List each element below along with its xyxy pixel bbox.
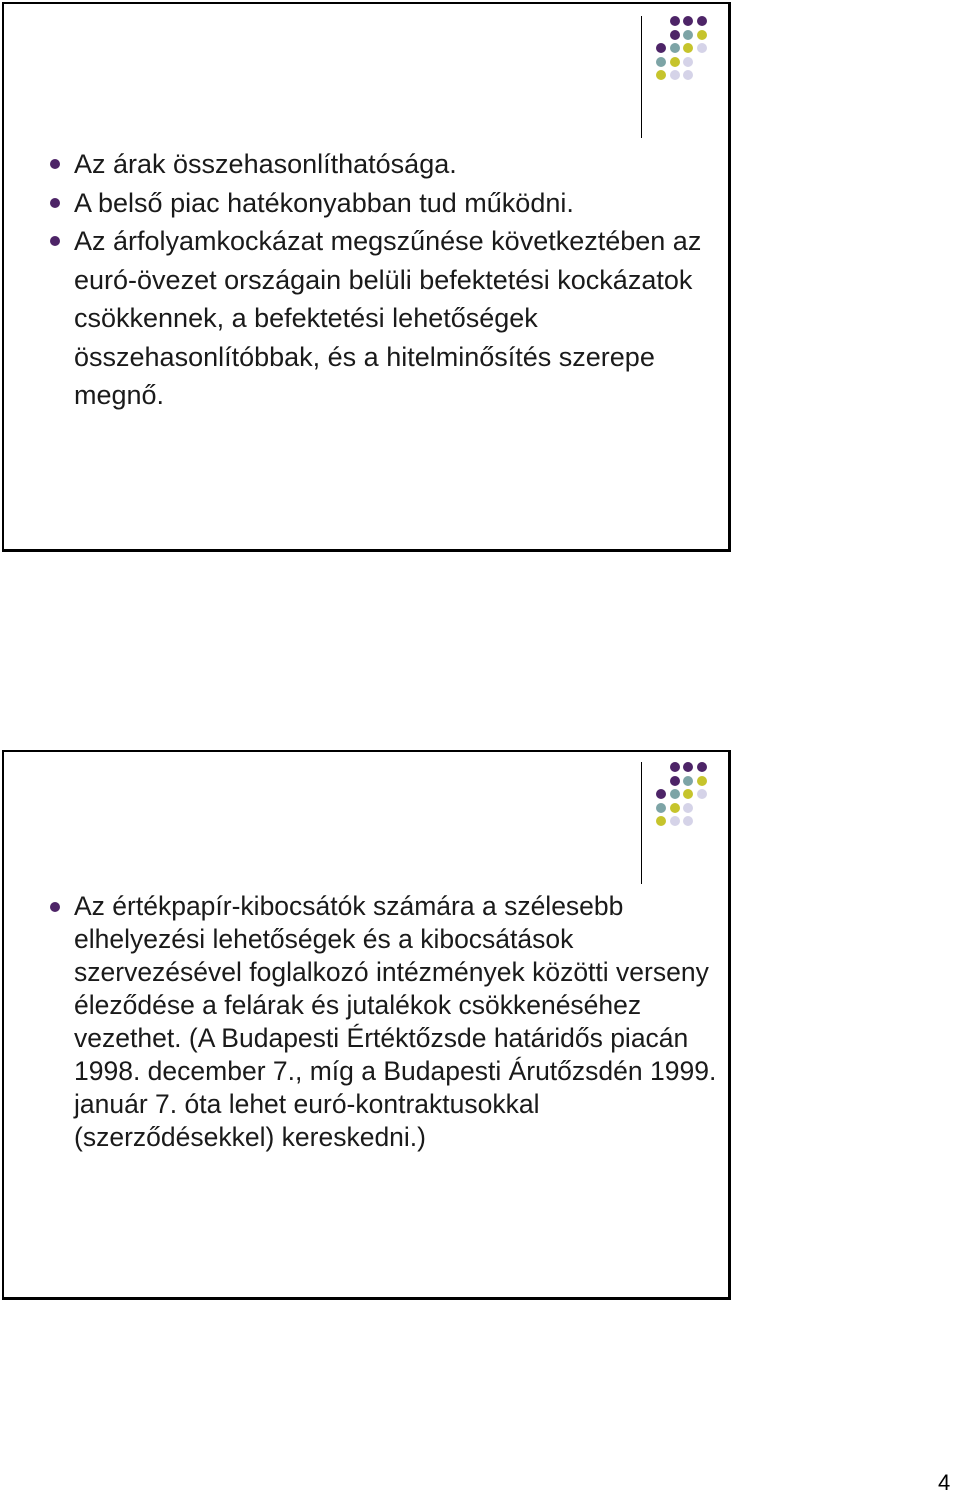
slide-2 — [2, 750, 731, 1300]
bullet-text: A belső piac hatékonyabban tud működni. — [74, 187, 574, 218]
bullet-item — [74, 184, 724, 223]
dot-lilac-icon — [670, 816, 680, 826]
dot-teal-icon — [656, 803, 666, 813]
bullet-text: Az értékpapír-kibocsátók számára a szélesebb elhelyezési lehetőségek és a kibocsátások szervezésével foglalkozó intézmények közötti verseny éleződése a felárak és jutalékok csökkenéséhez vezethet. (A Budapesti Értéktőzsde határidős piacán 1998. december 7., míg a Budapesti Árutőzsdén 1999. január 7. óta lehet euró-kontraktusokkal (szerződésekkel) kereskedni.) — [74, 891, 717, 1152]
dot-purple-icon — [656, 43, 666, 53]
dot-teal-icon — [670, 43, 680, 53]
dot-lilac-icon — [683, 57, 693, 67]
dot-lilac-icon — [683, 803, 693, 813]
dot-yellow-icon — [697, 30, 707, 40]
bullet-item — [74, 222, 724, 415]
bullet-dot-icon — [50, 198, 60, 208]
dot-purple-icon — [683, 16, 693, 26]
dot-yellow-icon — [656, 816, 666, 826]
decorative-divider — [641, 762, 642, 884]
dot-purple-icon — [697, 762, 707, 772]
dot-lilac-icon — [683, 816, 693, 826]
dot-purple-icon — [683, 762, 693, 772]
dot-yellow-icon — [670, 803, 680, 813]
dot-lilac-icon — [683, 70, 693, 80]
dot-purple-icon — [670, 762, 680, 772]
dot-yellow-icon — [697, 776, 707, 786]
dot-teal-icon — [656, 57, 666, 67]
bullet-dot-icon — [50, 902, 60, 912]
dot-yellow-icon — [683, 43, 693, 53]
dot-lilac-icon — [697, 43, 707, 53]
bullet-list — [74, 145, 724, 415]
dot-teal-icon — [683, 776, 693, 786]
bullet-dot-icon — [50, 236, 60, 246]
dot-purple-icon — [656, 789, 666, 799]
dot-purple-icon — [670, 16, 680, 26]
dot-lilac-icon — [670, 70, 680, 80]
decorative-divider — [641, 16, 642, 138]
page-number: 4 — [938, 1470, 951, 1495]
bullet-text: Az árak összehasonlíthatósága. — [74, 149, 457, 179]
dot-yellow-icon — [683, 789, 693, 799]
bullet-list — [74, 890, 724, 1154]
dot-teal-icon — [683, 30, 693, 40]
dot-yellow-icon — [656, 70, 666, 80]
bullet-text: Az árfolyamkockázat megszűnése következtében az euró-övezet országain belüli befektetési kockázatok csökkennek, a befektetési lehetőségek összehasonlítóbbak, és a hitelminősítés szerepe megnő. — [74, 226, 702, 410]
dot-purple-icon — [670, 776, 680, 786]
bullet-item — [74, 145, 724, 184]
dot-purple-icon — [670, 30, 680, 40]
dot-purple-icon — [697, 16, 707, 26]
bullet-item — [74, 890, 724, 1154]
bullet-dot-icon — [50, 159, 60, 169]
dot-teal-icon — [670, 789, 680, 799]
dot-lilac-icon — [697, 789, 707, 799]
slide-1 — [2, 2, 731, 552]
dot-yellow-icon — [670, 57, 680, 67]
